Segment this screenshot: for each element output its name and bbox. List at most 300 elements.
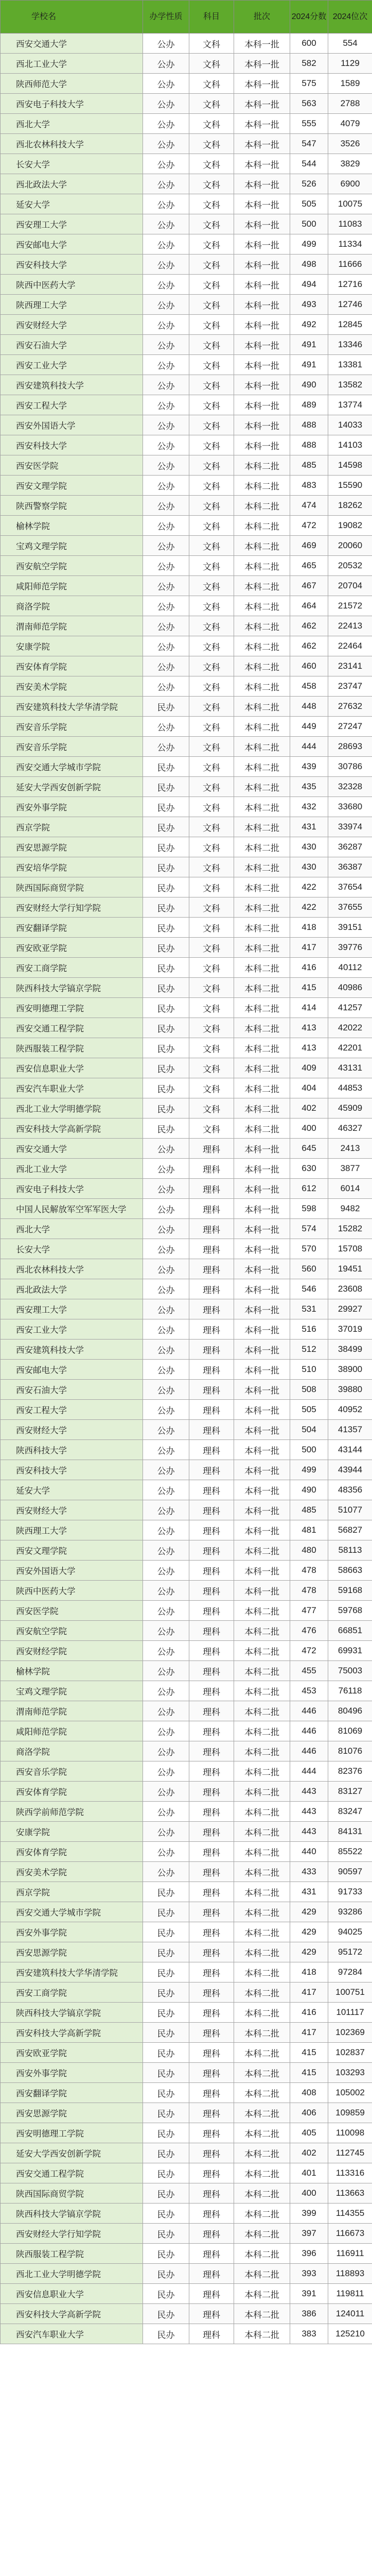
cell-batch: 本科二批: [234, 2284, 290, 2304]
cell-subject: 文科: [189, 1098, 234, 1118]
cell-subject: 理科: [189, 2183, 234, 2204]
cell-batch: 本科一批: [234, 194, 290, 214]
cell-subject: 理科: [189, 2204, 234, 2224]
cell-score: 460: [290, 656, 328, 676]
table-row: [1, 636, 372, 656]
cell-subject: 理科: [189, 1340, 234, 1360]
cell-school-name: 西安科技大学高新学院: [1, 1118, 143, 1139]
cell-rank: 15590: [328, 476, 372, 496]
cell-rank: 112745: [328, 2143, 372, 2163]
cell-ownership-type: 民办: [143, 2224, 189, 2244]
cell-school-name: 西安工程大学: [1, 395, 143, 415]
cell-score: 432: [290, 797, 328, 817]
cell-batch: 本科一批: [234, 1179, 290, 1199]
cell-ownership-type: 公办: [143, 1520, 189, 1540]
cell-ownership-type: 公办: [143, 1701, 189, 1721]
table-row: [1, 817, 372, 837]
cell-ownership-type: 公办: [143, 1380, 189, 1400]
cell-rank: 20060: [328, 536, 372, 556]
cell-subject: 理科: [189, 1962, 234, 1982]
cell-school-name: 陕西国际商贸学院: [1, 877, 143, 897]
cell-subject: 文科: [189, 214, 234, 234]
cell-ownership-type: 公办: [143, 556, 189, 576]
cell-batch: 本科二批: [234, 2123, 290, 2143]
cell-school-name: 西安航空学院: [1, 1621, 143, 1641]
cell-school-name: 咸阳师范学院: [1, 1721, 143, 1741]
table-row: [1, 1199, 372, 1219]
cell-rank: 22413: [328, 616, 372, 636]
cell-subject: 文科: [189, 134, 234, 154]
cell-subject: 文科: [189, 74, 234, 94]
cell-score: 612: [290, 1179, 328, 1199]
table-row: [1, 1520, 372, 1540]
cell-school-name: 陕西科技大学: [1, 1440, 143, 1460]
cell-score: 433: [290, 1862, 328, 1882]
table-row: [1, 938, 372, 958]
table-row: [1, 2224, 372, 2244]
cell-ownership-type: 公办: [143, 717, 189, 737]
cell-ownership-type: 公办: [143, 1299, 189, 1319]
cell-score: 431: [290, 1882, 328, 1902]
cell-ownership-type: 民办: [143, 2023, 189, 2043]
cell-ownership-type: 公办: [143, 616, 189, 636]
table-row: [1, 757, 372, 777]
cell-batch: 本科二批: [234, 1782, 290, 1802]
table-row: [1, 1540, 372, 1561]
cell-subject: 理科: [189, 1319, 234, 1340]
cell-score: 465: [290, 556, 328, 576]
cell-batch: 本科一批: [234, 1139, 290, 1159]
cell-batch: 本科一批: [234, 134, 290, 154]
cell-rank: 23747: [328, 676, 372, 697]
cell-ownership-type: 民办: [143, 1962, 189, 1982]
cell-school-name: 西安建筑科技大学: [1, 375, 143, 395]
cell-score: 413: [290, 1038, 328, 1058]
cell-school-name: 长安大学: [1, 154, 143, 174]
cell-school-name: 西北政法大学: [1, 174, 143, 194]
cell-subject: 文科: [189, 275, 234, 295]
table-row: [1, 918, 372, 938]
table-row: [1, 355, 372, 375]
cell-school-name: 西安信息职业大学: [1, 1058, 143, 1078]
cell-rank: 56827: [328, 1520, 372, 1540]
cell-ownership-type: 民办: [143, 1018, 189, 1038]
cell-batch: 本科二批: [234, 938, 290, 958]
cell-school-name: 西安石油大学: [1, 1380, 143, 1400]
cell-batch: 本科二批: [234, 1862, 290, 1882]
cell-rank: 30786: [328, 757, 372, 777]
cell-subject: 理科: [189, 1621, 234, 1641]
cell-batch: 本科二批: [234, 857, 290, 877]
cell-subject: 理科: [189, 1460, 234, 1480]
cell-subject: 理科: [189, 1199, 234, 1219]
table-row: [1, 516, 372, 536]
cell-ownership-type: 公办: [143, 114, 189, 134]
cell-ownership-type: 公办: [143, 415, 189, 435]
table-row: [1, 1701, 372, 1721]
cell-rank: 10075: [328, 194, 372, 214]
cell-ownership-type: 公办: [143, 1460, 189, 1480]
cell-rank: 83127: [328, 1782, 372, 1802]
cell-score: 582: [290, 54, 328, 74]
cell-ownership-type: 公办: [143, 1862, 189, 1882]
cell-score: 455: [290, 1661, 328, 1681]
cell-score: 462: [290, 616, 328, 636]
cell-batch: 本科二批: [234, 2304, 290, 2324]
cell-subject: 理科: [189, 2224, 234, 2244]
cell-batch: 本科二批: [234, 2023, 290, 2043]
table-row: [1, 496, 372, 516]
table-row: [1, 2043, 372, 2063]
cell-score: 402: [290, 2143, 328, 2163]
cell-rank: 124011: [328, 2304, 372, 2324]
cell-rank: 41357: [328, 1420, 372, 1440]
cell-rank: 9482: [328, 1199, 372, 1219]
cell-batch: 本科二批: [234, 918, 290, 938]
table-row: [1, 897, 372, 918]
cell-rank: 20704: [328, 576, 372, 596]
cell-school-name: 西安电子科技大学: [1, 1179, 143, 1199]
cell-score: 477: [290, 1601, 328, 1621]
cell-school-name: 西安财经大学行知学院: [1, 2224, 143, 2244]
cell-subject: 理科: [189, 2043, 234, 2063]
cell-subject: 理科: [189, 1259, 234, 1279]
cell-batch: 本科二批: [234, 1601, 290, 1621]
cell-ownership-type: 公办: [143, 1219, 189, 1239]
table-row: [1, 1581, 372, 1601]
table-row: [1, 1782, 372, 1802]
cell-score: 386: [290, 2304, 328, 2324]
cell-score: 393: [290, 2264, 328, 2284]
cell-school-name: 西安思源学院: [1, 837, 143, 857]
cell-subject: 理科: [189, 1239, 234, 1259]
table-row: [1, 837, 372, 857]
cell-batch: 本科二批: [234, 1982, 290, 2003]
cell-batch: 本科一批: [234, 214, 290, 234]
table-row: [1, 134, 372, 154]
cell-rank: 15282: [328, 1219, 372, 1239]
cell-subject: 文科: [189, 114, 234, 134]
cell-batch: 本科二批: [234, 1701, 290, 1721]
cell-subject: 文科: [189, 1118, 234, 1139]
cell-school-name: 陕西服装工程学院: [1, 2244, 143, 2264]
cell-score: 417: [290, 2023, 328, 2043]
cell-rank: 11334: [328, 234, 372, 255]
cell-score: 444: [290, 1761, 328, 1782]
table-row: [1, 737, 372, 757]
cell-subject: 理科: [189, 2143, 234, 2163]
cell-ownership-type: 公办: [143, 1601, 189, 1621]
cell-ownership-type: 民办: [143, 2063, 189, 2083]
cell-subject: 理科: [189, 1299, 234, 1319]
cell-subject: 文科: [189, 415, 234, 435]
table-row: [1, 717, 372, 737]
table-row: [1, 1480, 372, 1500]
cell-batch: 本科二批: [234, 757, 290, 777]
cell-score: 575: [290, 74, 328, 94]
cell-rank: 43131: [328, 1058, 372, 1078]
cell-school-name: 西安欧亚学院: [1, 2043, 143, 2063]
cell-batch: 本科一批: [234, 435, 290, 455]
table-row: [1, 214, 372, 234]
cell-school-name: 西安体育学院: [1, 1782, 143, 1802]
cell-subject: 文科: [189, 717, 234, 737]
cell-batch: 本科二批: [234, 2103, 290, 2123]
cell-school-name: 西安交通大学城市学院: [1, 757, 143, 777]
cell-ownership-type: 公办: [143, 1561, 189, 1581]
cell-score: 429: [290, 1922, 328, 1942]
cell-subject: 文科: [189, 375, 234, 395]
cell-rank: 76118: [328, 1681, 372, 1701]
cell-score: 483: [290, 476, 328, 496]
cell-score: 400: [290, 2183, 328, 2204]
cell-batch: 本科二批: [234, 616, 290, 636]
cell-school-name: 西安汽车职业大学: [1, 1078, 143, 1098]
cell-batch: 本科一批: [234, 74, 290, 94]
cell-school-name: 西北工业大学: [1, 54, 143, 74]
table-row: [1, 1561, 372, 1581]
cell-school-name: 中国人民解放军空军军医大学: [1, 1199, 143, 1219]
cell-rank: 48356: [328, 1480, 372, 1500]
cell-school-name: 西安欧亚学院: [1, 938, 143, 958]
cell-score: 449: [290, 717, 328, 737]
cell-score: 489: [290, 395, 328, 415]
cell-score: 453: [290, 1681, 328, 1701]
cell-school-name: 西安交通工程学院: [1, 1018, 143, 1038]
cell-subject: 理科: [189, 2003, 234, 2023]
cell-rank: 94025: [328, 1922, 372, 1942]
cell-batch: 本科二批: [234, 676, 290, 697]
table-row: [1, 596, 372, 616]
cell-score: 555: [290, 114, 328, 134]
cell-batch: 本科二批: [234, 1962, 290, 1982]
cell-score: 492: [290, 315, 328, 335]
table-row: [1, 315, 372, 335]
cell-batch: 本科二批: [234, 2264, 290, 2284]
cell-subject: 理科: [189, 1500, 234, 1520]
cell-subject: 理科: [189, 2163, 234, 2183]
cell-batch: 本科二批: [234, 1802, 290, 1822]
table-row: [1, 1420, 372, 1440]
cell-rank: 18262: [328, 496, 372, 516]
cell-score: 516: [290, 1319, 328, 1340]
cell-subject: 文科: [189, 656, 234, 676]
cell-score: 504: [290, 1420, 328, 1440]
cell-ownership-type: 民办: [143, 2324, 189, 2344]
cell-score: 544: [290, 154, 328, 174]
cell-rank: 3877: [328, 1159, 372, 1179]
cell-score: 416: [290, 958, 328, 978]
cell-rank: 40112: [328, 958, 372, 978]
cell-subject: 文科: [189, 335, 234, 355]
cell-batch: 本科一批: [234, 1400, 290, 1420]
cell-school-name: 西北工业大学明德学院: [1, 1098, 143, 1118]
cell-subject: 理科: [189, 1862, 234, 1882]
cell-rank: 33680: [328, 797, 372, 817]
cell-ownership-type: 公办: [143, 154, 189, 174]
cell-ownership-type: 公办: [143, 1500, 189, 1520]
table-row: [1, 194, 372, 214]
cell-subject: 文科: [189, 938, 234, 958]
cell-ownership-type: 民办: [143, 2143, 189, 2163]
cell-subject: 理科: [189, 2264, 234, 2284]
cell-rank: 42201: [328, 1038, 372, 1058]
cell-school-name: 陕西师范大学: [1, 74, 143, 94]
cell-school-name: 西安建筑科技大学华清学院: [1, 697, 143, 717]
table-row: [1, 1319, 372, 1340]
cell-score: 499: [290, 1460, 328, 1480]
cell-subject: 理科: [189, 1721, 234, 1741]
cell-school-name: 渭南师范学院: [1, 616, 143, 636]
table-row: [1, 234, 372, 255]
header-row: [1, 1, 372, 33]
cell-school-name: 西北农林科技大学: [1, 134, 143, 154]
table-row: [1, 2023, 372, 2043]
cell-ownership-type: 公办: [143, 1440, 189, 1460]
cell-subject: 文科: [189, 1078, 234, 1098]
cell-ownership-type: 公办: [143, 295, 189, 315]
cell-score: 491: [290, 355, 328, 375]
cell-rank: 90597: [328, 1862, 372, 1882]
table-row: [1, 1500, 372, 1520]
cell-batch: 本科一批: [234, 1460, 290, 1480]
cell-rank: 81069: [328, 1721, 372, 1741]
cell-school-name: 西安工商学院: [1, 1982, 143, 2003]
cell-score: 383: [290, 2324, 328, 2344]
cell-subject: 理科: [189, 1822, 234, 1842]
cell-subject: 文科: [189, 435, 234, 455]
table-row: [1, 395, 372, 415]
header-score-2024: 2024分数: [290, 1, 328, 33]
header-ownership-type: 办学性质: [143, 1, 189, 33]
cell-batch: 本科二批: [234, 1902, 290, 1922]
cell-school-name: 西安外事学院: [1, 1922, 143, 1942]
cell-subject: 文科: [189, 536, 234, 556]
cell-ownership-type: 民办: [143, 757, 189, 777]
cell-batch: 本科二批: [234, 717, 290, 737]
table-header: [1, 1, 372, 33]
cell-batch: 本科二批: [234, 1038, 290, 1058]
table-row: [1, 154, 372, 174]
cell-batch: 本科二批: [234, 476, 290, 496]
cell-school-name: 西安科技大学高新学院: [1, 2304, 143, 2324]
table-row: [1, 1661, 372, 1681]
cell-subject: 文科: [189, 355, 234, 375]
cell-subject: 理科: [189, 1922, 234, 1942]
cell-batch: 本科一批: [234, 295, 290, 315]
cell-batch: 本科一批: [234, 255, 290, 275]
table-row: [1, 74, 372, 94]
table-row: [1, 777, 372, 797]
cell-ownership-type: 公办: [143, 255, 189, 275]
table-row: [1, 2003, 372, 2023]
cell-score: 560: [290, 1259, 328, 1279]
cell-school-name: 西安音乐学院: [1, 717, 143, 737]
cell-batch: 本科二批: [234, 1922, 290, 1942]
cell-batch: 本科二批: [234, 2063, 290, 2083]
cell-school-name: 西北工业大学: [1, 1159, 143, 1179]
table-row: [1, 2063, 372, 2083]
cell-school-name: 西安音乐学院: [1, 1761, 143, 1782]
cell-rank: 36387: [328, 857, 372, 877]
cell-batch: 本科二批: [234, 1621, 290, 1641]
cell-ownership-type: 公办: [143, 1842, 189, 1862]
cell-school-name: 西安科技大学: [1, 1460, 143, 1480]
cell-ownership-type: 民办: [143, 2103, 189, 2123]
cell-rank: 113663: [328, 2183, 372, 2204]
cell-batch: 本科二批: [234, 1882, 290, 1902]
cell-rank: 81076: [328, 1741, 372, 1761]
table-row: [1, 476, 372, 496]
table-row: [1, 877, 372, 897]
cell-school-name: 安康学院: [1, 636, 143, 656]
cell-rank: 13582: [328, 375, 372, 395]
cell-score: 485: [290, 455, 328, 476]
header-rank-2024: 2024位次: [328, 1, 372, 33]
cell-subject: 文科: [189, 1058, 234, 1078]
cell-subject: 理科: [189, 1159, 234, 1179]
cell-school-name: 西安财经大学: [1, 1500, 143, 1520]
cell-batch: 本科二批: [234, 656, 290, 676]
table-row: [1, 2083, 372, 2103]
cell-ownership-type: 民办: [143, 2003, 189, 2023]
cell-score: 563: [290, 94, 328, 114]
cell-rank: 58113: [328, 1540, 372, 1561]
cell-rank: 105002: [328, 2083, 372, 2103]
cell-school-name: 西安外国语大学: [1, 1561, 143, 1581]
table-row: [1, 1922, 372, 1942]
cell-rank: 4079: [328, 114, 372, 134]
cell-rank: 116911: [328, 2244, 372, 2264]
cell-batch: 本科二批: [234, 556, 290, 576]
cell-ownership-type: 公办: [143, 1661, 189, 1681]
cell-batch: 本科一批: [234, 315, 290, 335]
cell-rank: 2788: [328, 94, 372, 114]
cell-school-name: 陕西中医药大学: [1, 275, 143, 295]
table-row: [1, 415, 372, 435]
table-row: [1, 1962, 372, 1982]
cell-batch: 本科二批: [234, 797, 290, 817]
cell-subject: 文科: [189, 757, 234, 777]
cell-subject: 理科: [189, 2244, 234, 2264]
cell-ownership-type: 民办: [143, 837, 189, 857]
cell-score: 399: [290, 2204, 328, 2224]
cell-subject: 文科: [189, 476, 234, 496]
cell-score: 490: [290, 1480, 328, 1500]
cell-school-name: 西北大学: [1, 114, 143, 134]
cell-subject: 理科: [189, 1802, 234, 1822]
table-row: [1, 2324, 372, 2344]
cell-school-name: 西安建筑科技大学: [1, 1340, 143, 1360]
cell-subject: 理科: [189, 2103, 234, 2123]
cell-rank: 554: [328, 33, 372, 54]
cell-ownership-type: 公办: [143, 496, 189, 516]
cell-subject: 文科: [189, 54, 234, 74]
cell-batch: 本科二批: [234, 1842, 290, 1862]
header-school-name: 学校名: [1, 1, 143, 33]
cell-batch: 本科一批: [234, 234, 290, 255]
cell-ownership-type: 公办: [143, 355, 189, 375]
cell-subject: 理科: [189, 2284, 234, 2304]
cell-batch: 本科二批: [234, 777, 290, 797]
cell-school-name: 西安明德理工学院: [1, 998, 143, 1018]
table-row: [1, 1098, 372, 1118]
cell-subject: 理科: [189, 1400, 234, 1420]
cell-batch: 本科二批: [234, 1741, 290, 1761]
cell-rank: 113316: [328, 2163, 372, 2183]
cell-school-name: 西安美术学院: [1, 676, 143, 697]
cell-ownership-type: 民办: [143, 2264, 189, 2284]
